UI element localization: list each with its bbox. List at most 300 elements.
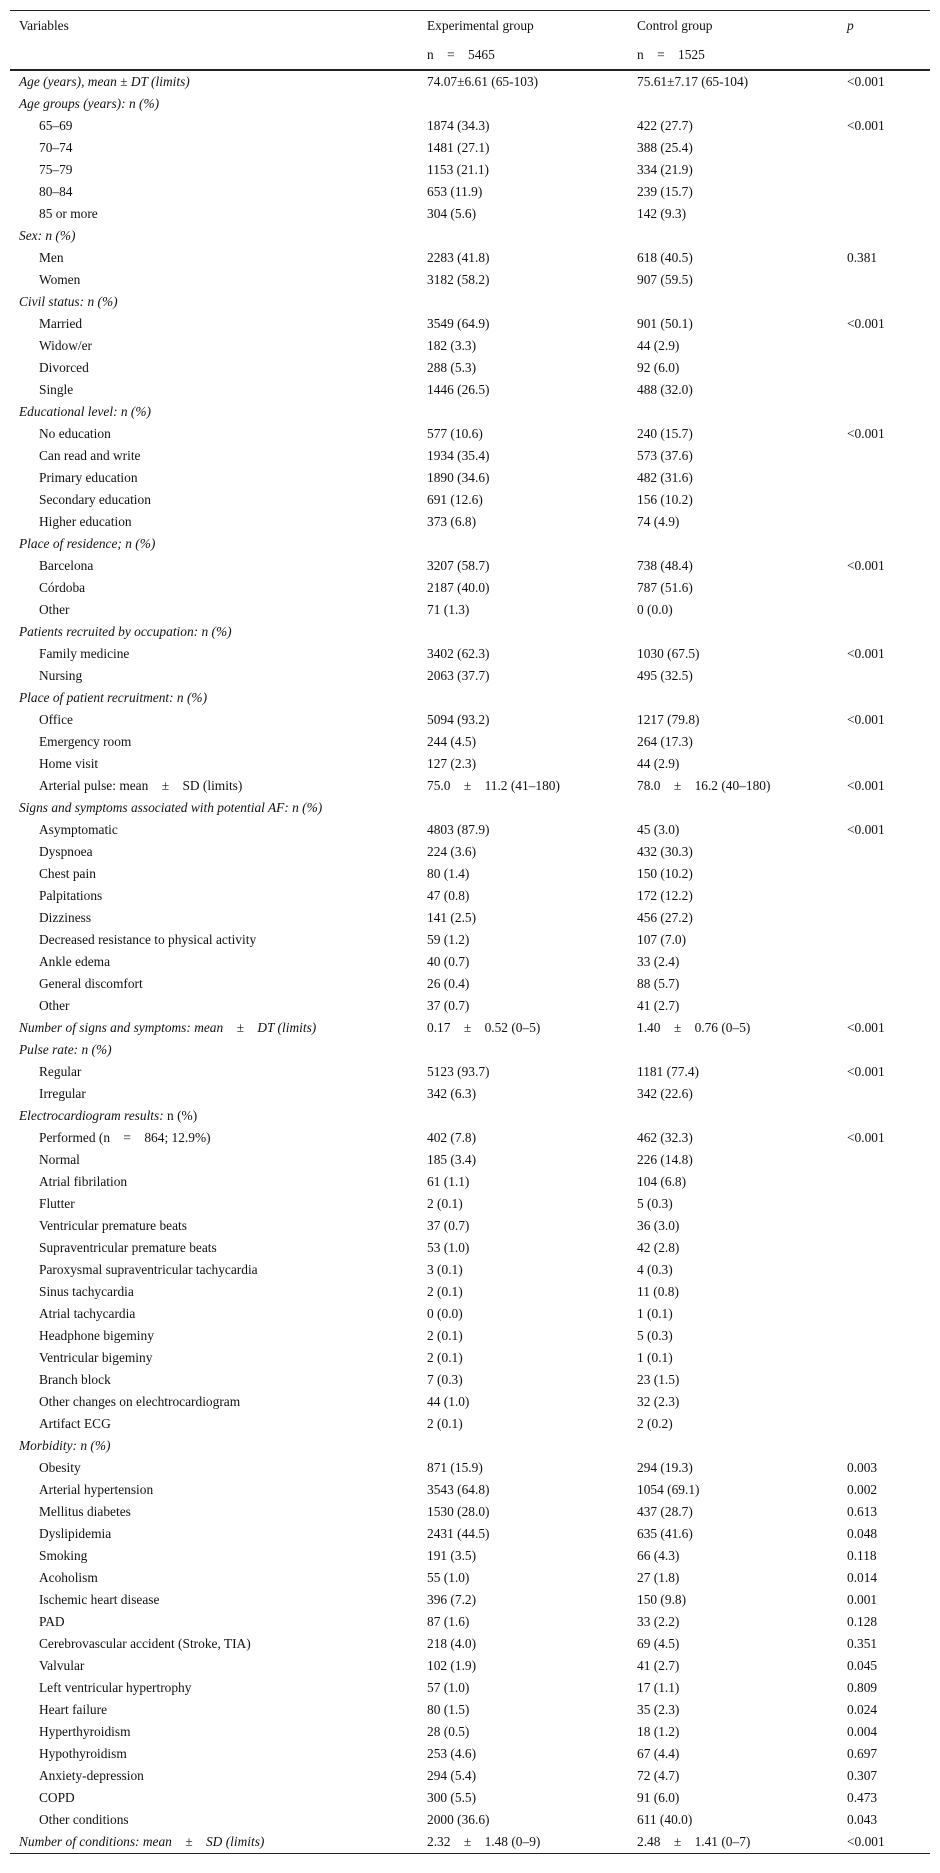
- p-value: [838, 1303, 930, 1325]
- control-value: 0 (0.0): [637, 602, 673, 617]
- table-row: [10, 247, 930, 269]
- p-value: [838, 269, 930, 291]
- p-value: 0.473: [847, 1790, 878, 1805]
- table-row: [10, 819, 930, 841]
- variable-cell: Chest pain: [39, 866, 96, 881]
- table-body: [10, 70, 930, 1854]
- control-value: 334 (21.9): [637, 162, 693, 177]
- experimental-value: 102 (1.9): [427, 1658, 477, 1673]
- variable-cell: 85 or more: [39, 206, 98, 221]
- variable-cell: [10, 1105, 418, 1127]
- table-row: [10, 731, 930, 753]
- control-value: 41 (2.7): [637, 1658, 680, 1673]
- variable-cell: 75–79: [39, 162, 73, 177]
- control-value: 432 (30.3): [637, 844, 693, 859]
- table-row: [10, 423, 930, 445]
- control-value: [628, 401, 838, 423]
- table-row: [10, 1457, 930, 1479]
- p-value: [838, 1171, 930, 1193]
- variable-cell: Hypothyroidism: [39, 1746, 127, 1761]
- experimental-value: 218 (4.0): [427, 1636, 477, 1651]
- variable-cell: Irregular: [39, 1086, 86, 1101]
- experimental-value: 871 (15.9): [427, 1460, 483, 1475]
- experimental-value: 53 (1.0): [427, 1240, 470, 1255]
- table-row: [10, 951, 930, 973]
- table-row: [10, 1413, 930, 1435]
- control-value: 618 (40.5): [637, 250, 693, 265]
- control-value: 17 (1.1): [637, 1680, 680, 1695]
- control-value: 1217 (79.8): [637, 712, 700, 727]
- table-row: [10, 1765, 930, 1787]
- control-value: 91 (6.0): [637, 1790, 680, 1805]
- experimental-value: 3207 (58.7): [427, 558, 490, 573]
- control-value: 488 (32.0): [637, 382, 693, 397]
- experimental-value: 1481 (27.1): [427, 140, 490, 155]
- experimental-value: 2063 (37.7): [427, 668, 490, 683]
- header-row: [10, 11, 930, 42]
- p-value: [838, 1149, 930, 1171]
- table-row: [10, 467, 930, 489]
- table-row: [10, 1523, 930, 1545]
- table-row: [10, 1633, 930, 1655]
- variable-cell: 65–69: [39, 118, 73, 133]
- control-value: 573 (37.6): [637, 448, 693, 463]
- control-value: 33 (2.4): [637, 954, 680, 969]
- table-row: [10, 1281, 930, 1303]
- variable-cell: Single: [39, 382, 74, 397]
- experimental-value: 244 (4.5): [427, 734, 477, 749]
- variable-cell: Men: [39, 250, 64, 265]
- p-value: [838, 467, 930, 489]
- variable-cell: Dyspnoea: [39, 844, 93, 859]
- control-value: 1030 (67.5): [637, 646, 700, 661]
- p-value: [838, 159, 930, 181]
- table-row: [10, 1589, 930, 1611]
- variable-cell: Ventricular bigeminy: [39, 1350, 153, 1365]
- variable-cell: Decreased resistance to physical activity: [39, 932, 257, 947]
- category-row: [10, 401, 930, 423]
- experimental-value: 57 (1.0): [427, 1680, 470, 1695]
- experimental-value: 2000 (36.6): [427, 1812, 490, 1827]
- table-row: [10, 709, 930, 731]
- control-value: 294 (19.3): [637, 1460, 693, 1475]
- experimental-value: 7 (0.3): [427, 1372, 463, 1387]
- category-row: [10, 533, 930, 555]
- table-row: [10, 379, 930, 401]
- header-control-group: Control group: [628, 11, 838, 42]
- variable-cell: Cerebrovascular accident (Stroke, TIA): [39, 1636, 251, 1651]
- variable-cell: General discomfort: [39, 976, 143, 991]
- variable-cell: Sinus tachycardia: [39, 1284, 134, 1299]
- variable-cell: Office: [39, 712, 73, 727]
- control-value: 240 (15.7): [637, 426, 693, 441]
- experimental-value: 5094 (93.2): [427, 712, 490, 727]
- p-value: [838, 973, 930, 995]
- variable-cell: Anxiety-depression: [39, 1768, 144, 1783]
- experimental-value: 61 (1.1): [427, 1174, 470, 1189]
- experimental-value: 3543 (64.8): [427, 1482, 490, 1497]
- p-value: [838, 379, 930, 401]
- experimental-value: [418, 1105, 628, 1127]
- table-row: [10, 269, 930, 291]
- control-value: [628, 621, 838, 643]
- p-value: [838, 863, 930, 885]
- table-row: [10, 1347, 930, 1369]
- p-value: [838, 1105, 930, 1127]
- control-value: 4 (0.3): [637, 1262, 673, 1277]
- experimental-n: n = 5465: [418, 41, 628, 70]
- experimental-value: [418, 225, 628, 247]
- experimental-value: 26 (0.4): [427, 976, 470, 991]
- control-value: 104 (6.8): [637, 1174, 687, 1189]
- table-row: [10, 555, 930, 577]
- p-value: [838, 731, 930, 753]
- control-value: 11 (0.8): [637, 1284, 679, 1299]
- experimental-value: 1874 (34.3): [427, 118, 490, 133]
- p-value: <0.001: [847, 646, 885, 661]
- experimental-value: [418, 1435, 628, 1457]
- p-value: [838, 621, 930, 643]
- control-value: 72 (4.7): [637, 1768, 680, 1783]
- control-value: 42 (2.8): [637, 1240, 680, 1255]
- category-row: [10, 621, 930, 643]
- variable-cell: Emergency room: [39, 734, 132, 749]
- table-row: [10, 995, 930, 1017]
- category-row: [10, 1105, 930, 1127]
- variable-cell: Supraventricular premature beats: [39, 1240, 217, 1255]
- p-value: [838, 225, 930, 247]
- experimental-value: 5123 (93.7): [427, 1064, 490, 1079]
- variable-cell: Signs and symptoms associated with potential AF: n (%): [19, 800, 323, 815]
- table-row: [10, 1369, 930, 1391]
- header-blank: [10, 41, 418, 70]
- table-row: [10, 1567, 930, 1589]
- p-value: [838, 1347, 930, 1369]
- p-value: [838, 1435, 930, 1457]
- experimental-value: [418, 93, 628, 115]
- variable-cell: Arterial pulse: mean ± SD (limits): [39, 778, 243, 793]
- variable-label-unit: n (%): [163, 1108, 198, 1123]
- p-value: 0.004: [847, 1724, 878, 1739]
- table-row: [10, 841, 930, 863]
- p-value: [838, 951, 930, 973]
- variable-cell: Obesity: [39, 1460, 81, 1475]
- variable-cell: Arterial hypertension: [39, 1482, 154, 1497]
- p-value: [838, 335, 930, 357]
- p-value: [838, 665, 930, 687]
- p-value: [838, 445, 930, 467]
- experimental-value: 191 (3.5): [427, 1548, 477, 1563]
- variable-cell: Atrial fibrilation: [39, 1174, 128, 1189]
- control-value: 482 (31.6): [637, 470, 693, 485]
- variable-cell: Performed (n = 864; 12.9%): [39, 1130, 211, 1145]
- control-value: 462 (32.3): [637, 1130, 693, 1145]
- variable-cell: Married: [39, 316, 83, 331]
- table-row: [10, 181, 930, 203]
- table-row: [10, 335, 930, 357]
- p-value: [838, 1369, 930, 1391]
- control-value: 787 (51.6): [637, 580, 693, 595]
- p-value: 0.381: [847, 250, 878, 265]
- control-value: 75.61±7.17 (65-104): [637, 74, 749, 89]
- experimental-value: 182 (3.3): [427, 338, 477, 353]
- header-variables: Variables: [10, 11, 418, 42]
- table-row: [10, 1259, 930, 1281]
- variable-cell: Paroxysmal supraventricular tachycardia: [39, 1262, 258, 1277]
- experimental-value: 1934 (35.4): [427, 448, 490, 463]
- header-blank-p: [838, 41, 930, 70]
- variable-cell: Atrial tachycardia: [39, 1306, 136, 1321]
- p-value: <0.001: [847, 558, 885, 573]
- variable-cell: Pulse rate: n (%): [19, 1042, 112, 1057]
- table-row: [10, 643, 930, 665]
- variable-cell: Branch block: [39, 1372, 111, 1387]
- control-value: 456 (27.2): [637, 910, 693, 925]
- table-row: [10, 489, 930, 511]
- p-value: [838, 203, 930, 225]
- control-value: 78.0 ± 16.2 (40–180): [637, 778, 771, 793]
- experimental-value: 288 (5.3): [427, 360, 477, 375]
- p-value: [838, 1083, 930, 1105]
- p-value: <0.001: [847, 1064, 885, 1079]
- variable-cell: 70–74: [39, 140, 73, 155]
- variable-cell: Mellitus diabetes: [39, 1504, 131, 1519]
- control-value: 1.40 ± 0.76 (0–5): [637, 1020, 751, 1035]
- variable-cell: Acoholism: [39, 1570, 98, 1585]
- control-value: 32 (2.3): [637, 1394, 680, 1409]
- control-value: 239 (15.7): [637, 184, 693, 199]
- p-value: [838, 753, 930, 775]
- control-value: 611 (40.0): [637, 1812, 693, 1827]
- control-value: [628, 687, 838, 709]
- experimental-value: [418, 797, 628, 819]
- p-value: [838, 1215, 930, 1237]
- experimental-value: 37 (0.7): [427, 1218, 470, 1233]
- experimental-value: 691 (12.6): [427, 492, 483, 507]
- variable-cell: Educational level: n (%): [19, 404, 151, 419]
- p-value: 0.001: [847, 1592, 878, 1607]
- experimental-value: 2 (0.1): [427, 1328, 463, 1343]
- experimental-value: 304 (5.6): [427, 206, 477, 221]
- p-value: <0.001: [847, 118, 885, 133]
- control-value: 1054 (69.1): [637, 1482, 700, 1497]
- experimental-value: 71 (1.3): [427, 602, 470, 617]
- table-row: [10, 1193, 930, 1215]
- control-value: 342 (22.6): [637, 1086, 693, 1101]
- experimental-value: 59 (1.2): [427, 932, 470, 947]
- p-value: 0.307: [847, 1768, 878, 1783]
- variable-cell: Place of patient recruitment: n (%): [19, 690, 208, 705]
- experimental-value: 185 (3.4): [427, 1152, 477, 1167]
- table-row: [10, 1215, 930, 1237]
- variable-cell: Other changes on elechtrocardiogram: [39, 1394, 241, 1409]
- table-row: [10, 775, 930, 797]
- p-value: 0.003: [847, 1460, 878, 1475]
- table-row: [10, 203, 930, 225]
- table-row: [10, 1171, 930, 1193]
- category-row: [10, 70, 930, 93]
- experimental-value: 294 (5.4): [427, 1768, 477, 1783]
- p-value: [838, 599, 930, 621]
- variable-cell: Other: [39, 602, 70, 617]
- control-value: 1 (0.1): [637, 1350, 673, 1365]
- table-row: [10, 1083, 930, 1105]
- p-value: [838, 995, 930, 1017]
- p-value: [838, 885, 930, 907]
- control-value: 2 (0.2): [637, 1416, 673, 1431]
- control-value: 437 (28.7): [637, 1504, 693, 1519]
- variable-cell: Civil status: n (%): [19, 294, 118, 309]
- p-value: [838, 907, 930, 929]
- control-value: [628, 797, 838, 819]
- table-row: [10, 1545, 930, 1567]
- experimental-value: 47 (0.8): [427, 888, 470, 903]
- experimental-value: 653 (11.9): [427, 184, 483, 199]
- experimental-value: 3 (0.1): [427, 1262, 463, 1277]
- p-value: 0.024: [847, 1702, 878, 1717]
- experimental-value: 1890 (34.6): [427, 470, 490, 485]
- experimental-value: 2187 (40.0): [427, 580, 490, 595]
- baseline-characteristics-table: [10, 10, 930, 1854]
- experimental-value: 2431 (44.5): [427, 1526, 490, 1541]
- control-value: [628, 93, 838, 115]
- control-value: 44 (2.9): [637, 338, 680, 353]
- header-sample-size-row: [10, 41, 930, 70]
- variable-cell: Widow/er: [39, 338, 93, 353]
- variable-cell: Other conditions: [39, 1812, 129, 1827]
- p-value: [838, 1193, 930, 1215]
- experimental-value: [418, 401, 628, 423]
- control-value: 901 (50.1): [637, 316, 693, 331]
- variable-cell: PAD: [39, 1614, 65, 1629]
- control-value: 1181 (77.4): [637, 1064, 699, 1079]
- experimental-value: 3182 (58.2): [427, 272, 490, 287]
- table-row: [10, 1699, 930, 1721]
- table-row: [10, 1743, 930, 1765]
- control-value: 66 (4.3): [637, 1548, 680, 1563]
- p-value: <0.001: [847, 316, 885, 331]
- category-row: [10, 225, 930, 247]
- variable-cell: Dizziness: [39, 910, 92, 925]
- variable-cell: Asymptomatic: [39, 822, 118, 837]
- variable-cell: Divorced: [39, 360, 89, 375]
- variable-cell: Morbidity: n (%): [19, 1438, 111, 1453]
- p-value: <0.001: [847, 822, 885, 837]
- control-value: 44 (2.9): [637, 756, 680, 771]
- experimental-value: 342 (6.3): [427, 1086, 477, 1101]
- experimental-value: 80 (1.5): [427, 1702, 470, 1717]
- control-value: [628, 533, 838, 555]
- variable-cell: Ischemic heart disease: [39, 1592, 160, 1607]
- control-value: 264 (17.3): [637, 734, 693, 749]
- category-row: [10, 1435, 930, 1457]
- table-row: [10, 599, 930, 621]
- p-value: [838, 511, 930, 533]
- table-row: [10, 1677, 930, 1699]
- table-row: [10, 313, 930, 335]
- p-value: <0.001: [847, 1020, 885, 1035]
- experimental-value: 3402 (62.3): [427, 646, 490, 661]
- variable-cell: Other: [39, 998, 70, 1013]
- experimental-value: 1446 (26.5): [427, 382, 490, 397]
- p-value: [838, 929, 930, 951]
- variable-cell: Palpitations: [39, 888, 103, 903]
- table-row: [10, 885, 930, 907]
- p-value: [838, 93, 930, 115]
- control-value: 41 (2.7): [637, 998, 680, 1013]
- p-value: [838, 137, 930, 159]
- control-value: 172 (12.2): [637, 888, 693, 903]
- variable-cell: Secondary education: [39, 492, 151, 507]
- p-value: [838, 797, 930, 819]
- p-value: [838, 291, 930, 313]
- p-value: [838, 1039, 930, 1061]
- control-value: [628, 1435, 838, 1457]
- variable-cell: Flutter: [39, 1196, 75, 1211]
- variable-cell: Family medicine: [39, 646, 130, 661]
- p-value: [838, 181, 930, 203]
- variable-cell: Smoking: [39, 1548, 88, 1563]
- experimental-value: [418, 1039, 628, 1061]
- control-value: [628, 291, 838, 313]
- variable-cell: Number of conditions: mean ± SD (limits): [10, 1831, 418, 1854]
- table-row: [10, 1809, 930, 1831]
- p-value: [838, 533, 930, 555]
- variable-cell: Left ventricular hypertrophy: [39, 1680, 192, 1695]
- control-value: 142 (9.3): [637, 206, 687, 221]
- control-value: 45 (3.0): [637, 822, 680, 837]
- table-row: [10, 159, 930, 181]
- control-value: 36 (3.0): [637, 1218, 680, 1233]
- table-row: [10, 1501, 930, 1523]
- variable-cell: Nursing: [39, 668, 83, 683]
- experimental-value: 80 (1.4): [427, 866, 470, 881]
- header-p-value: p: [838, 11, 930, 42]
- variable-cell: Can read and write: [39, 448, 141, 463]
- p-value: 0.351: [847, 1636, 878, 1651]
- p-value: 0.128: [847, 1614, 878, 1629]
- variable-cell: Valvular: [39, 1658, 85, 1673]
- table-row: [10, 907, 930, 929]
- category-row: [10, 1039, 930, 1061]
- variable-cell: No education: [39, 426, 111, 441]
- experimental-value: 2 (0.1): [427, 1416, 463, 1431]
- table-row: [10, 1611, 930, 1633]
- control-value: 388 (25.4): [637, 140, 693, 155]
- experimental-value: 0.17 ± 0.52 (0–5): [427, 1020, 541, 1035]
- experimental-value: 87 (1.6): [427, 1614, 470, 1629]
- experimental-value: 74.07±6.61 (65-103): [427, 74, 539, 89]
- variable-cell: Artifact ECG: [39, 1416, 111, 1431]
- p-value: [838, 1259, 930, 1281]
- experimental-value: 1530 (28.0): [427, 1504, 490, 1519]
- variable-cell: Regular: [39, 1064, 82, 1079]
- variable-cell: Age groups (years): n (%): [19, 96, 160, 111]
- variable-cell: Place of residence; n (%): [19, 536, 156, 551]
- p-value: [838, 1237, 930, 1259]
- control-value: 150 (9.8): [637, 1592, 687, 1607]
- p-value: [838, 1325, 930, 1347]
- p-value: [838, 687, 930, 709]
- experimental-value: 28 (0.5): [427, 1724, 470, 1739]
- experimental-value: [418, 687, 628, 709]
- variable-cell: 80–84: [39, 184, 73, 199]
- p-value: [838, 401, 930, 423]
- experimental-value: 402 (7.8): [427, 1130, 477, 1145]
- control-value: 1 (0.1): [637, 1306, 673, 1321]
- table-row: [10, 1479, 930, 1501]
- p-value: [838, 1281, 930, 1303]
